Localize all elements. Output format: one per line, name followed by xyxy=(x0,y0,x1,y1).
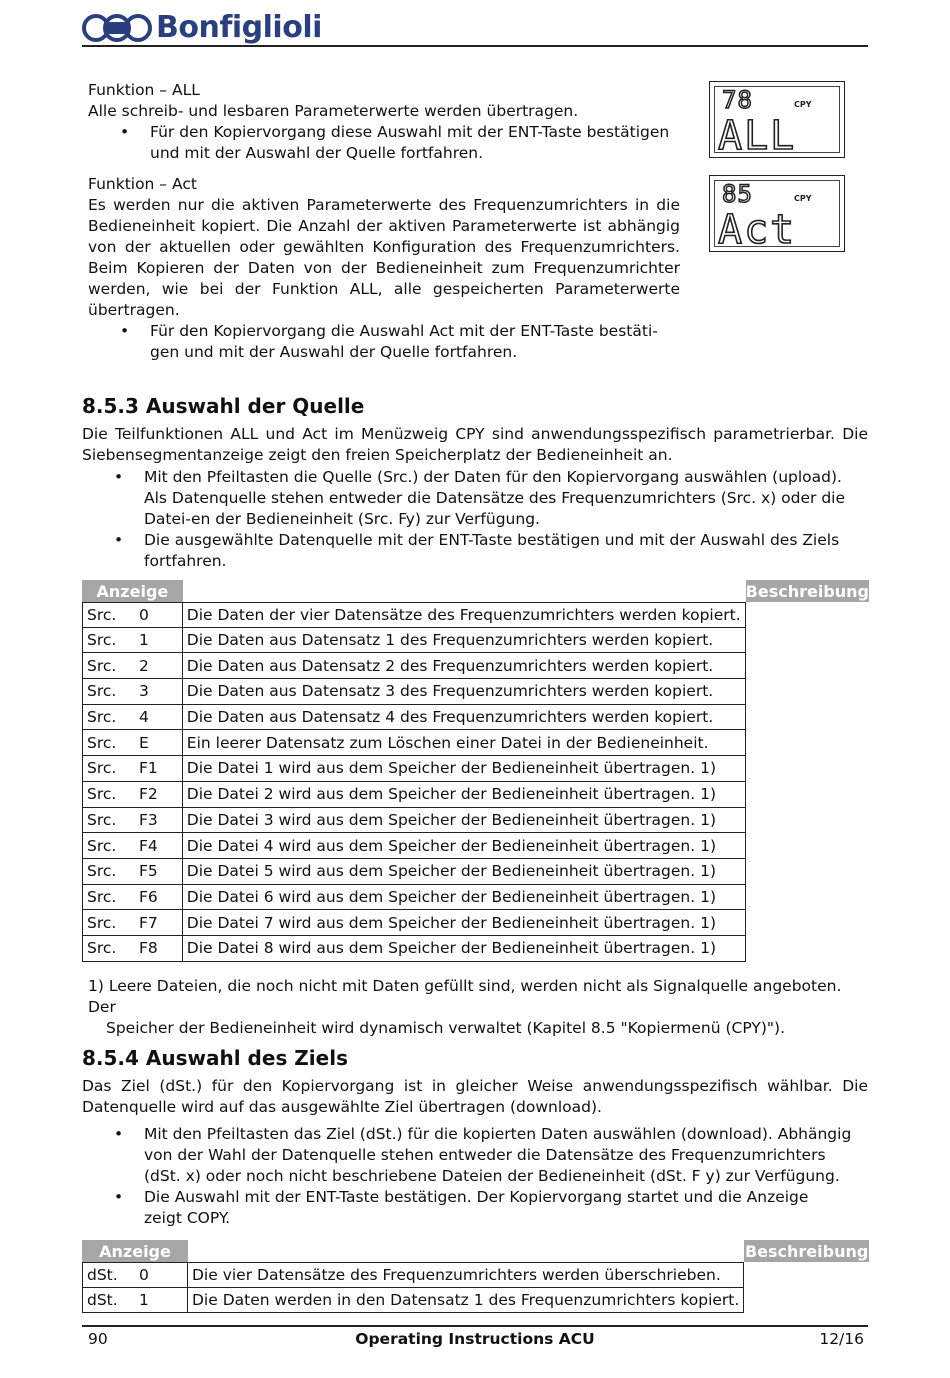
table-row xyxy=(82,628,869,654)
function-all-bullet xyxy=(88,122,688,164)
function-all-list xyxy=(88,122,688,164)
anzeige-cell xyxy=(82,705,183,731)
table-row xyxy=(82,653,869,679)
section-853-list xyxy=(82,467,868,572)
destination-table xyxy=(82,1240,869,1313)
beschreibung-cell: Ein leerer Datensatz zum Löschen einer Datei in der Bedieneinheit. xyxy=(183,730,746,756)
code-value: F1 xyxy=(139,759,158,778)
code-prefix: Src. xyxy=(87,862,117,881)
function-act-block xyxy=(88,174,680,363)
display-act-function: Act xyxy=(718,207,797,253)
header-divider xyxy=(82,45,868,47)
table-row xyxy=(82,936,869,962)
function-act-title: Funktion – Act xyxy=(88,175,197,193)
anzeige-cell xyxy=(82,730,183,756)
code-value: E xyxy=(139,733,149,752)
beschreibung-cell: Die Datei 2 wird aus dem Speicher der Bedieneinheit übertragen. 1) xyxy=(183,782,746,808)
beschreibung-cell: Die Daten aus Datensatz 3 des Frequenzumrichters werden kopiert. xyxy=(183,679,746,705)
beschreibung-cell: Die Datei 8 wird aus dem Speicher der Bedieneinheit übertragen. 1) xyxy=(183,936,746,962)
table-row xyxy=(82,679,869,705)
display-all-function: ALL xyxy=(718,113,797,159)
display-all-illustration xyxy=(709,81,845,158)
code-prefix: Src. xyxy=(87,631,117,650)
display-all-mode: CPY xyxy=(794,100,812,109)
function-act-list xyxy=(88,321,680,363)
column-header-anzeige: Anzeige xyxy=(82,1240,188,1262)
function-all-block xyxy=(88,80,688,164)
table-footnote xyxy=(88,976,868,1039)
code-value: 1 xyxy=(139,631,149,650)
section-854-bullet-1: • Mit den Pfeiltasten das Ziel (dSt.) für die kopierten Daten auswählen (download). Abhängig von der Wahl der Datenquelle stehen entweder die Datensätze des Frequenzumrichters (dSt. x) oder noch nicht beschriebene Dateien der Bedieneinheit (dSt. F y) zur Verfügung. xyxy=(82,1124,868,1187)
anzeige-cell xyxy=(82,1262,188,1288)
anzeige-cell xyxy=(82,833,183,859)
anzeige-cell xyxy=(82,602,183,628)
bonfiglioli-logo-icon xyxy=(82,12,152,44)
code-prefix: Src. xyxy=(87,939,117,958)
beschreibung-cell: Die Daten werden in den Datensatz 1 des Frequenzumrichters kopiert. xyxy=(188,1288,744,1314)
beschreibung-cell: Die Datei 4 wird aus dem Speicher der Bedieneinheit übertragen. 1) xyxy=(183,833,746,859)
display-all-value: 78 xyxy=(722,86,753,114)
anzeige-cell xyxy=(82,756,183,782)
anzeige-cell xyxy=(82,653,183,679)
table-row xyxy=(82,782,869,808)
display-act-value: 85 xyxy=(722,180,753,208)
source-table-header xyxy=(82,580,869,602)
function-act-bullet-line1: • Für den Kopiervorgang die Auswahl Act mit der ENT-Taste bestäti- xyxy=(150,322,658,340)
code-value: F8 xyxy=(139,939,158,958)
section-854-text: Das Ziel (dSt.) für den Kopiervorgang ist in gleicher Weise anwendungsspezifisch wählbar. Die Datenquelle wird auf das ausgewählte Ziel übertragen (download). xyxy=(82,1077,868,1116)
code-prefix: dSt. xyxy=(87,1265,118,1284)
anzeige-cell xyxy=(82,808,183,834)
code-value: F7 xyxy=(139,913,158,932)
anzeige-cell xyxy=(82,628,183,654)
anzeige-cell xyxy=(82,910,183,936)
page-number: 90 xyxy=(88,1330,108,1348)
section-854-bullet-2: • Die Auswahl mit der ENT-Taste bestätigen. Der Kopiervorgang startet und die Anzeige zeigt COPY. xyxy=(82,1187,868,1229)
code-value: F3 xyxy=(139,810,158,829)
table-row xyxy=(82,1288,869,1314)
code-prefix: Src. xyxy=(87,887,117,906)
code-value: F2 xyxy=(139,785,158,804)
section-854-list xyxy=(82,1124,868,1229)
anzeige-cell xyxy=(82,679,183,705)
code-prefix: dSt. xyxy=(87,1291,118,1310)
code-prefix: Src. xyxy=(87,759,117,778)
beschreibung-cell: Die Datei 1 wird aus dem Speicher der Bedieneinheit übertragen. 1) xyxy=(183,756,746,782)
anzeige-cell xyxy=(82,1288,188,1314)
section-853-text: Die Teilfunktionen ALL und Act im Menüzweig CPY sind anwendungsspezifisch parametrierbar. Die Siebensegmentanzeige zeigt den freien Speicherplatz der Bedieneinheit an. xyxy=(82,425,868,464)
anzeige-cell xyxy=(82,859,183,885)
function-act-text: Es werden nur die aktiven Parameterwerte des Frequenzumrichters in die Bedieneinheit kopiert. Die Anzahl der aktiven Parameterwerte ist abhängig von der aktuellen oder gewählten Konfiguration des Frequenzumrichters. Beim Kopieren der Daten von der Bedieneinheit zum Frequenzumrichter werden, wie bei der Funktion ALL, alle gespeicherten Parameterwerte übertragen. xyxy=(88,196,680,319)
destination-table-body xyxy=(82,1262,869,1313)
section-853-body xyxy=(82,424,868,572)
destination-table-header xyxy=(82,1240,869,1262)
code-prefix: Src. xyxy=(87,682,117,701)
brand-logo xyxy=(82,12,322,44)
table-row xyxy=(82,756,869,782)
code-value: 2 xyxy=(139,656,149,675)
source-table-body xyxy=(82,602,869,962)
code-value: F4 xyxy=(139,836,158,855)
anzeige-cell xyxy=(82,885,183,911)
page-header xyxy=(82,8,868,48)
code-prefix: Src. xyxy=(87,656,117,675)
table-row xyxy=(82,910,869,936)
code-prefix: Src. xyxy=(87,708,117,727)
code-value: F6 xyxy=(139,887,158,906)
code-prefix: Src. xyxy=(87,785,117,804)
brand-name: Bonfiglioli xyxy=(156,10,322,45)
beschreibung-cell: Die Daten der vier Datensätze des Frequenzumrichters werden kopiert. xyxy=(183,602,746,628)
footer-divider xyxy=(82,1325,868,1327)
table-row xyxy=(82,602,869,628)
code-value: F5 xyxy=(139,862,158,881)
function-all-bullet-line2: und mit der Auswahl der Quelle fortfahren. xyxy=(150,144,484,162)
source-table xyxy=(82,580,869,962)
beschreibung-cell: Die Datei 5 wird aus dem Speicher der Bedieneinheit übertragen. 1) xyxy=(183,859,746,885)
anzeige-cell xyxy=(82,936,183,962)
function-all-title: Funktion – ALL xyxy=(88,81,200,99)
table-row xyxy=(82,1262,869,1288)
document-title: Operating Instructions ACU xyxy=(355,1330,595,1348)
function-all-text: Alle schreib- und lesbaren Parameterwerte werden übertragen. xyxy=(88,102,579,120)
beschreibung-cell: Die Datei 7 wird aus dem Speicher der Bedieneinheit übertragen. 1) xyxy=(183,910,746,936)
table-row xyxy=(82,705,869,731)
code-prefix: Src. xyxy=(87,810,117,829)
footnote-line2: Speicher der Bedieneinheit wird dynamisch verwaltet (Kapitel 8.5 "Kopiermenü (CPY)"). xyxy=(106,1019,786,1037)
code-value: 0 xyxy=(139,605,149,624)
section-854-body xyxy=(82,1076,868,1229)
beschreibung-cell: Die Daten aus Datensatz 1 des Frequenzumrichters werden kopiert. xyxy=(183,628,746,654)
document-date: 12/16 xyxy=(819,1330,864,1348)
beschreibung-cell: Die Datei 6 wird aus dem Speicher der Bedieneinheit übertragen. 1) xyxy=(183,885,746,911)
beschreibung-cell: Die Daten aus Datensatz 4 des Frequenzumrichters werden kopiert. xyxy=(183,705,746,731)
display-act-illustration xyxy=(709,175,845,252)
section-854-heading: 8.5.4 Auswahl des Ziels xyxy=(82,1046,348,1070)
code-prefix: Src. xyxy=(87,605,117,624)
table-row xyxy=(82,859,869,885)
code-prefix: Src. xyxy=(87,836,117,855)
code-value: 1 xyxy=(139,1291,149,1310)
function-all-bullet-line1: • Für den Kopiervorgang diese Auswahl mit der ENT-Taste bestätigen xyxy=(150,123,670,141)
table-row xyxy=(82,808,869,834)
column-header-beschreibung: Beschreibung xyxy=(744,1241,869,1261)
section-853-bullet-1: • Mit den Pfeiltasten die Quelle (Src.) der Daten für den Kopiervorgang auswählen (upload). Als Datenquelle stehen entweder die Datensätze des Frequenzumrichters (Src. x) oder die Datei-en der Bedieneinheit (Src. Fy) zur Verfügung. xyxy=(82,467,868,530)
table-row xyxy=(82,730,869,756)
column-header-anzeige: Anzeige xyxy=(82,580,183,602)
page-footer xyxy=(82,1328,868,1350)
footnote-line1: 1) Leere Dateien, die noch nicht mit Daten gefüllt sind, werden nicht als Signalquelle angeboten. Der xyxy=(88,977,842,1016)
section-853-heading: 8.5.3 Auswahl der Quelle xyxy=(82,394,365,418)
beschreibung-cell: Die Datei 3 wird aus dem Speicher der Bedieneinheit übertragen. 1) xyxy=(183,808,746,834)
function-act-bullet-line2: gen und mit der Auswahl der Quelle fortfahren. xyxy=(150,343,518,361)
code-value: 0 xyxy=(139,1265,149,1284)
table-row xyxy=(82,833,869,859)
beschreibung-cell: Die Daten aus Datensatz 2 des Frequenzumrichters werden kopiert. xyxy=(183,653,746,679)
table-row xyxy=(82,885,869,911)
anzeige-cell xyxy=(82,782,183,808)
beschreibung-cell: Die vier Datensätze des Frequenzumrichters werden überschrieben. xyxy=(188,1262,744,1288)
column-header-beschreibung: Beschreibung xyxy=(745,581,869,601)
code-prefix: Src. xyxy=(87,733,117,752)
code-value: 3 xyxy=(139,682,149,701)
code-prefix: Src. xyxy=(87,913,117,932)
code-value: 4 xyxy=(139,708,149,727)
section-853-bullet-2: • Die ausgewählte Datenquelle mit der ENT-Taste bestätigen und mit der Auswahl des Ziels fortfahren. xyxy=(82,530,868,572)
display-act-mode: CPY xyxy=(794,194,812,203)
function-act-bullet xyxy=(88,321,680,363)
